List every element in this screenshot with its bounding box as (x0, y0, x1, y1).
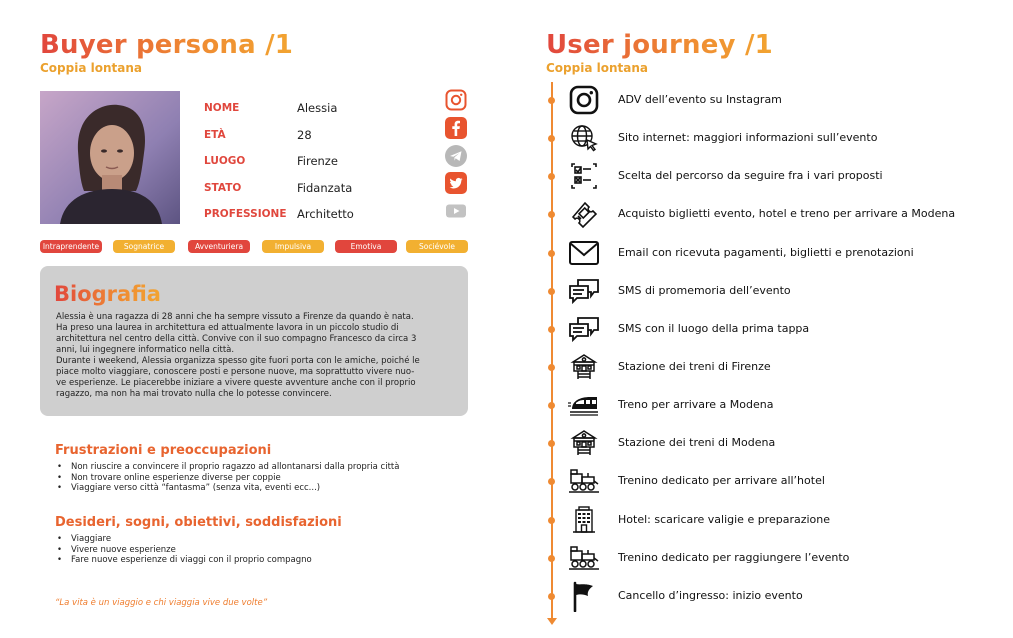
ticket-icon (568, 199, 600, 229)
timeline-dot (548, 135, 555, 142)
persona-subtitle: Coppia lontana (40, 61, 142, 75)
step-text: SMS con il luogo della prima tappa (618, 322, 810, 335)
envelope-icon (568, 238, 600, 268)
list-item: • Non riuscire a convincere il proprio ragazzo ad allontanarsi dalla propria città (55, 462, 399, 473)
journey-step (546, 238, 1006, 268)
timeline-dot (548, 517, 555, 524)
trait-tag: Sociévole (406, 240, 468, 253)
train-station-icon (568, 428, 600, 458)
step-text: Trenino dedicato per raggiungere l’evento (618, 551, 850, 564)
step-text: Hotel: scaricare valigie e preparazione (618, 513, 831, 526)
timeline-dot (548, 326, 555, 333)
info-row-name (204, 95, 444, 122)
biography-title: Biografia (54, 282, 161, 306)
step-text: SMS di promemoria dell’evento (618, 284, 791, 297)
trait-tag: Sognatrice (113, 240, 175, 253)
timeline-dot (548, 440, 555, 447)
journey-step (546, 199, 1006, 229)
journey-step (546, 466, 1006, 496)
step-text: Stazione dei treni di Firenze (618, 360, 771, 373)
desires-title: Desideri, sogni, obiettivi, soddisfazioni (55, 515, 342, 530)
timeline-dot (548, 402, 555, 409)
biography-text: Alessia è una ragazza di 28 anni che ha sempre vissuto a Firenze da quando è nata. Ha preso una laurea in architettura ed attualmente lavora in un piccolo studio di architettura nel centro della città. Convive con il suo compagno Francesco da circa 3 anni, lui ingegnere informatico nella città. Durante i weekend, Alessia organizza spesso gite fuori porta con le amiche, poiché le piace molto viaggiare, conoscere posti e persone nuove, ma soprattutto vivere nuo- ve esperienze. Le piacerebbe iniziare a vivere queste avventure anche con il proprio ragazzo, ma non ha mai trovato nulla che lo potesse convincere. (56, 312, 420, 399)
info-label: ETÀ (204, 128, 226, 141)
info-value: 28 (297, 127, 312, 142)
step-text: Trenino dedicato per arrivare all’hotel (618, 474, 825, 487)
tourist-train-icon (568, 466, 600, 496)
info-label: PROFESSIONE (204, 208, 287, 221)
step-text: Email con ricevuta pagamenti, biglietti e prenotazioni (618, 246, 914, 259)
timeline-dot (548, 250, 555, 257)
info-label: LUOGO (204, 155, 246, 168)
instagram-icon (445, 89, 467, 111)
timeline-dot (548, 478, 555, 485)
trait-tag: Emotiva (335, 240, 397, 253)
flag-icon (568, 581, 600, 611)
frustrations-title: Frustrazioni e preoccupazioni (55, 443, 272, 458)
timeline-dot (548, 211, 555, 218)
persona-title: Buyer persona /1 (40, 30, 294, 60)
journey-step (546, 352, 1006, 382)
journey-step (546, 428, 1006, 458)
info-row-age (204, 122, 444, 149)
persona-photo (40, 91, 180, 224)
info-label: STATO (204, 181, 242, 194)
tourist-train-icon (568, 543, 600, 573)
telegram-icon (445, 145, 467, 167)
trait-tag: Intraprendente (40, 240, 102, 253)
timeline-dot (548, 593, 555, 600)
timeline-arrow-icon (547, 618, 557, 625)
youtube-icon (445, 200, 467, 222)
info-row-status (204, 175, 444, 202)
step-text: Treno per arrivare a Modena (618, 398, 774, 411)
trait-tag: Avventuriera (188, 240, 250, 253)
step-text: Sito internet: maggiori informazioni sull’evento (618, 131, 878, 144)
trait-tag: Impulsiva (262, 240, 324, 253)
train-icon (568, 390, 600, 420)
portrait-illustration (40, 91, 180, 224)
list-item: • Non trovare online esperienze diverse per coppie (55, 473, 399, 484)
journey-step (546, 390, 1006, 420)
journey-title: User journey /1 (546, 30, 773, 60)
hotel-icon (568, 505, 600, 535)
timeline-dot (548, 288, 555, 295)
train-station-icon (568, 352, 600, 382)
info-value: Architetto (297, 207, 354, 222)
journey-step (546, 123, 1006, 153)
journey-step (546, 85, 1006, 115)
list-item: • Viaggiare verso città “fantasma” (senza vita, eventi ecc...) (55, 483, 399, 494)
journey-step (546, 314, 1006, 344)
step-text: Stazione dei treni di Modena (618, 436, 776, 449)
desires-list (55, 534, 312, 566)
timeline-dot (548, 173, 555, 180)
persona-quote: “La vita è un viaggio e chi viaggia vive due volte” (55, 598, 268, 608)
globe-cursor-icon (568, 123, 600, 153)
journey-step (546, 543, 1006, 573)
sms-icon (568, 314, 600, 344)
facebook-icon (445, 117, 467, 139)
journey-step (546, 276, 1006, 306)
frustrations-list (55, 462, 399, 494)
list-item: • Fare nuove esperienze di viaggi con il proprio compagno (55, 555, 312, 566)
timeline-dot (548, 555, 555, 562)
step-text: ADV dell’evento su Instagram (618, 93, 782, 106)
checklist-icon (568, 161, 600, 191)
step-text: Acquisto biglietti evento, hotel e treno per arrivare a Modena (618, 207, 956, 220)
trait-tags (40, 240, 470, 254)
instagram-icon (568, 85, 600, 115)
step-text: Scelta del percorso da seguire fra i vari proposti (618, 169, 883, 182)
info-row-place (204, 148, 444, 175)
step-text: Cancello d’ingresso: inizio evento (618, 589, 803, 602)
timeline-dot (548, 364, 555, 371)
info-value: Alessia (297, 101, 338, 116)
info-row-profession (204, 201, 444, 228)
journey-step (546, 505, 1006, 535)
list-item: • Vivere nuove esperienze (55, 545, 312, 556)
timeline-dot (548, 97, 555, 104)
list-item: • Viaggiare (55, 534, 312, 545)
info-value: Firenze (297, 154, 338, 169)
journey-step (546, 161, 1006, 191)
journey-subtitle: Coppia lontana (546, 61, 648, 75)
twitter-icon (445, 172, 467, 194)
persona-info-table (204, 95, 444, 228)
journey-step (546, 581, 1006, 611)
sms-icon (568, 276, 600, 306)
info-value: Fidanzata (297, 180, 353, 195)
info-label: NOME (204, 102, 240, 115)
biography-card (40, 266, 468, 416)
